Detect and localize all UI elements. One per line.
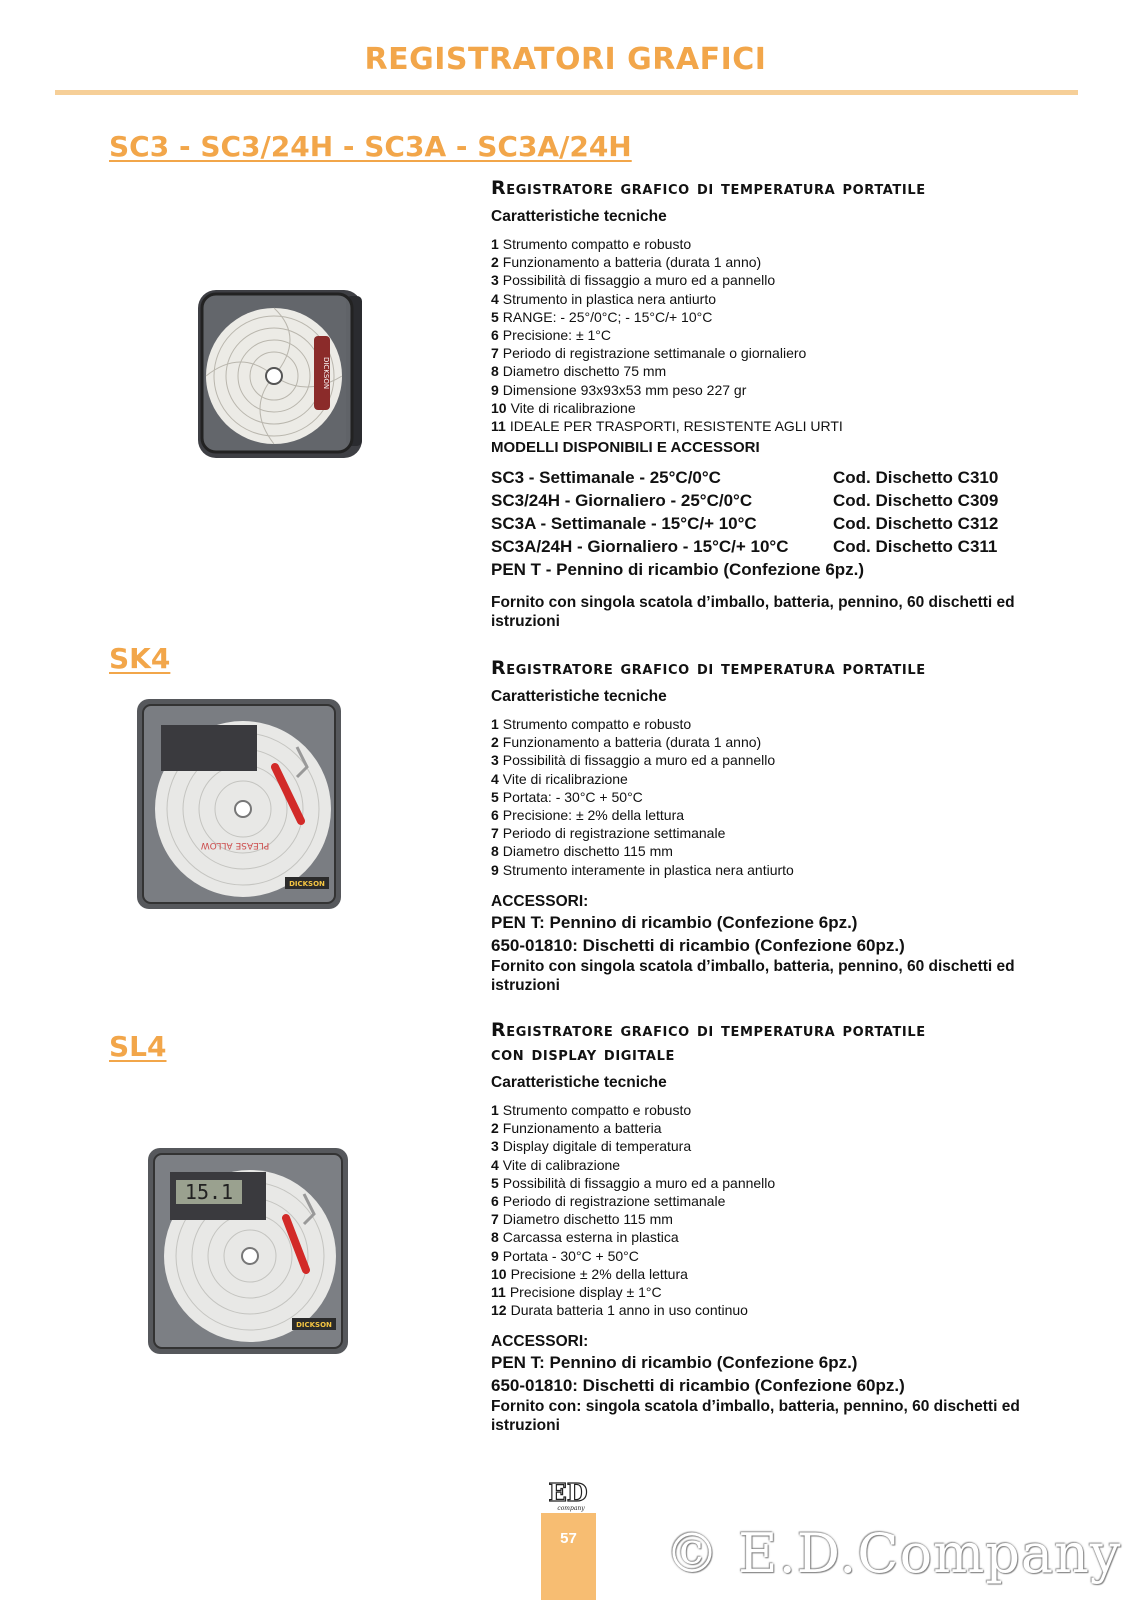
copyright-watermark: © E.D.Company: [665, 1522, 1122, 1585]
spec-text: Vite di ricalibrazione: [502, 770, 628, 787]
spec-item: [491, 770, 1081, 788]
model-disc-code: Cod. Dischetto C312: [833, 514, 999, 534]
spec-item: [491, 715, 1081, 733]
spec-item: [491, 1137, 1081, 1155]
spec-item: [491, 1174, 1081, 1192]
spec-text: Strumento compatto e robusto: [502, 1102, 692, 1118]
spec-item: [491, 253, 1081, 271]
model-name: SC3A/24H - Giornaliero - 15°C/+ 10°C: [491, 537, 789, 557]
sk4-disc-print: PLEASE ALLOW: [200, 840, 270, 850]
spec-number: 11: [491, 1284, 506, 1301]
sl4-info-block: [491, 1018, 1081, 1435]
spec-number: 2: [491, 1120, 499, 1137]
sk4-accessory-discs: 650-01810: Dischetti di ricambio (Confezione 60pz.): [491, 935, 905, 955]
spec-item: [491, 326, 1081, 344]
sl4-brand-label: DICKSON: [296, 1321, 332, 1329]
spec-item: [491, 806, 1081, 824]
spec-item: [491, 1101, 1081, 1119]
spec-number: 2: [491, 734, 499, 751]
spec-text: Display digitale di temperatura: [502, 1138, 692, 1155]
sl4-lcd-reading: 15.1: [184, 1180, 234, 1204]
sc3-product-image: [196, 288, 368, 468]
section-title-sk4: SK4: [109, 642, 171, 675]
spec-number: 9: [491, 381, 499, 398]
spec-number: 6: [491, 1193, 499, 1210]
spec-text: IDEALE PER TRASPORTI, RESISTENTE AGLI URTI: [509, 418, 843, 435]
page-number: 57: [541, 1513, 596, 1600]
spec-item: [491, 381, 1081, 399]
logo-letters: ED: [548, 1478, 588, 1507]
spec-number: 8: [491, 843, 499, 860]
sc3-info-block: [491, 176, 1081, 631]
spec-text: Possibilità di fissaggio a muro ed a pannello: [502, 1174, 776, 1191]
spec-number: 1: [491, 716, 499, 732]
spec-number: 4: [491, 1156, 499, 1173]
spec-number: 8: [491, 363, 499, 380]
spec-item: [491, 1156, 1081, 1174]
spec-item: [491, 1265, 1081, 1283]
spec-text: Carcassa esterna in plastica: [502, 1229, 679, 1246]
spec-text: Possibilità di fissaggio a muro ed a pannello: [502, 752, 776, 769]
spec-item: [491, 824, 1081, 842]
spec-number: 5: [491, 308, 499, 325]
spec-item: [491, 235, 1081, 253]
spec-number: 9: [491, 861, 499, 878]
spec-text: Diametro dischetto 115 mm: [502, 1211, 673, 1228]
spec-text: Durata batteria 1 anno in uso continuo: [510, 1302, 748, 1319]
spec-number: 11: [491, 418, 506, 435]
spec-item: [491, 1283, 1081, 1301]
sl4-accessory-discs: 650-01810: Dischetti di ricambio (Confezione 60pz.): [491, 1376, 905, 1396]
spec-number: 3: [491, 1138, 499, 1155]
spec-text: Funzionamento a batteria: [502, 1120, 662, 1137]
sk4-specs-heading: Caratteristiche tecniche: [491, 688, 667, 705]
sc3-models-heading: MODELLI DISPONIBILI E ACCESSORI: [491, 439, 760, 457]
model-disc-code: Cod. Dischetto C311: [833, 537, 998, 557]
spec-number: 6: [491, 807, 499, 824]
spec-item: [491, 308, 1081, 326]
spec-text: Portata - 30°C + 50°C: [502, 1247, 639, 1264]
spec-item: [491, 290, 1081, 308]
sc3-spec-list: [491, 235, 1081, 435]
spec-number: 3: [491, 752, 499, 769]
spec-number: 10: [491, 399, 507, 416]
spec-number: 7: [491, 1211, 499, 1228]
spec-number: 1: [491, 236, 499, 252]
spec-number: 4: [491, 290, 499, 307]
spec-number: 8: [491, 1229, 499, 1246]
spec-number: 7: [491, 825, 499, 842]
section-title-sl4: SL4: [109, 1030, 167, 1063]
spec-item: [491, 733, 1081, 751]
spec-number: 5: [491, 788, 499, 805]
model-disc-code: Cod. Dischetto C309: [833, 491, 999, 511]
spec-text: Strumento interamente in plastica nera antiurto: [502, 861, 794, 878]
sk4-spec-list: [491, 715, 1081, 879]
spec-text: Funzionamento a batteria (durata 1 anno): [502, 254, 762, 271]
sc3-specs-heading: Caratteristiche tecniche: [491, 208, 667, 225]
spec-text: Vite di calibrazione: [502, 1156, 621, 1173]
spec-number: 2: [491, 254, 499, 271]
spec-text: Diametro dischetto 115 mm: [502, 843, 673, 860]
sl4-accessories-heading: ACCESSORI:: [491, 1333, 589, 1351]
spec-text: Vite di ricalibrazione: [510, 399, 636, 416]
spec-number: 10: [491, 1265, 507, 1282]
spec-item: [491, 1247, 1081, 1265]
header-rule: [55, 90, 1078, 95]
spec-text: RANGE: - 25°/0°C; - 15°C/+ 10°C: [502, 308, 713, 325]
spec-text: Precisione ± 2% della lettura: [510, 1265, 688, 1282]
page-header-title: REGISTRATORI GRAFICI: [364, 42, 767, 77]
spec-number: 6: [491, 327, 499, 344]
model-row: [491, 466, 1081, 489]
spec-item: [491, 1210, 1081, 1228]
ed-company-logo: [545, 1477, 591, 1513]
sc3-pen-accessory: PEN T - Pennino di ricambio (Confezione 6pz.): [491, 560, 865, 580]
sc3-brand-label: DICKSON: [322, 356, 330, 390]
spec-number: 1: [491, 1102, 499, 1118]
sc3-product-title: Registratore grafico di temperatura portatile: [491, 177, 926, 199]
spec-text: Precisione: ± 1°C: [502, 327, 612, 344]
sl4-specs-heading: Caratteristiche tecniche: [491, 1074, 667, 1091]
spec-item: [491, 417, 1081, 435]
model-name: SC3A - Settimanale - 15°C/+ 10°C: [491, 514, 757, 534]
spec-number: 3: [491, 272, 499, 289]
section-title-sc3: SC3 - SC3/24H - SC3A - SC3A/24H: [109, 130, 632, 163]
spec-item: [491, 1301, 1081, 1319]
spec-text: Periodo di registrazione settimanale: [502, 825, 726, 842]
sk4-product-title: Registratore grafico di temperatura portatile: [491, 657, 926, 679]
model-row: [491, 489, 1081, 512]
spec-text: Funzionamento a batteria (durata 1 anno): [502, 734, 762, 751]
spec-text: Strumento in plastica nera antiurto: [502, 290, 717, 307]
sc3-supply-note: Fornito con singola scatola d’imballo, batteria, pennino, 60 dischetti ed istruzioni: [491, 594, 1015, 631]
sc3-models-list: [491, 466, 1081, 558]
model-name: SC3/24H - Giornaliero - 25°C/0°C: [491, 491, 753, 511]
sl4-spec-list: [491, 1101, 1081, 1319]
sk4-accessories-heading: ACCESSORI:: [491, 892, 589, 910]
spec-item: [491, 788, 1081, 806]
spec-item: [491, 1228, 1081, 1246]
spec-number: 5: [491, 1174, 499, 1191]
spec-text: Diametro dischetto 75 mm: [502, 363, 667, 380]
model-name: SC3 - Settimanale - 25°C/0°C: [491, 468, 721, 488]
sl4-product-image: [146, 1146, 352, 1358]
spec-number: 4: [491, 770, 499, 787]
model-row: [491, 535, 1081, 558]
spec-item: [491, 1119, 1081, 1137]
sk4-info-block: [491, 656, 1081, 995]
spec-item: [491, 861, 1081, 879]
sl4-supply-note: Fornito con: singola scatola d’imballo, batteria, pennino, 60 dischetti ed istruzioni: [491, 1398, 1020, 1435]
spec-text: Strumento compatto e robusto: [502, 236, 692, 252]
sl4-product-subtitle: con display digitale: [491, 1043, 675, 1065]
spec-item: [491, 1192, 1081, 1210]
spec-item: [491, 751, 1081, 769]
spec-number: 12: [491, 1302, 507, 1319]
model-disc-code: Cod. Dischetto C310: [833, 468, 999, 488]
spec-text: Portata: - 30°C + 50°C: [502, 788, 643, 805]
sl4-product-title: Registratore grafico di temperatura portatile: [491, 1019, 926, 1041]
spec-number: 7: [491, 345, 499, 362]
spec-item: [491, 344, 1081, 362]
spec-item: [491, 399, 1081, 417]
sl4-accessory-pen: PEN T: Pennino di ricambio (Confezione 6pz.): [491, 1353, 858, 1373]
spec-item: [491, 271, 1081, 289]
logo-subtext: company: [557, 1505, 585, 1512]
spec-text: Precisione display ± 1°C: [509, 1284, 662, 1301]
spec-item: [491, 842, 1081, 860]
spec-text: Possibilità di fissaggio a muro ed a pannello: [502, 272, 776, 289]
sk4-accessory-pen: PEN T: Pennino di ricambio (Confezione 6pz.): [491, 912, 858, 932]
spec-item: [491, 362, 1081, 380]
sk4-product-image: [135, 697, 345, 913]
spec-text: Precisione: ± 2% della lettura: [502, 807, 685, 824]
spec-number: 9: [491, 1247, 499, 1264]
spec-text: Dimensione 93x93x53 mm peso 227 gr: [502, 381, 747, 398]
sk4-supply-note: Fornito con singola scatola d’imballo, batteria, pennino, 60 dischetti ed istruzioni: [491, 957, 1015, 994]
spec-text: Strumento compatto e robusto: [502, 716, 692, 732]
spec-text: Periodo di registrazione settimanale o giornaliero: [502, 345, 807, 362]
spec-text: Periodo di registrazione settimanale: [502, 1193, 726, 1210]
model-row: [491, 512, 1081, 535]
sk4-brand-label: DICKSON: [289, 880, 325, 888]
